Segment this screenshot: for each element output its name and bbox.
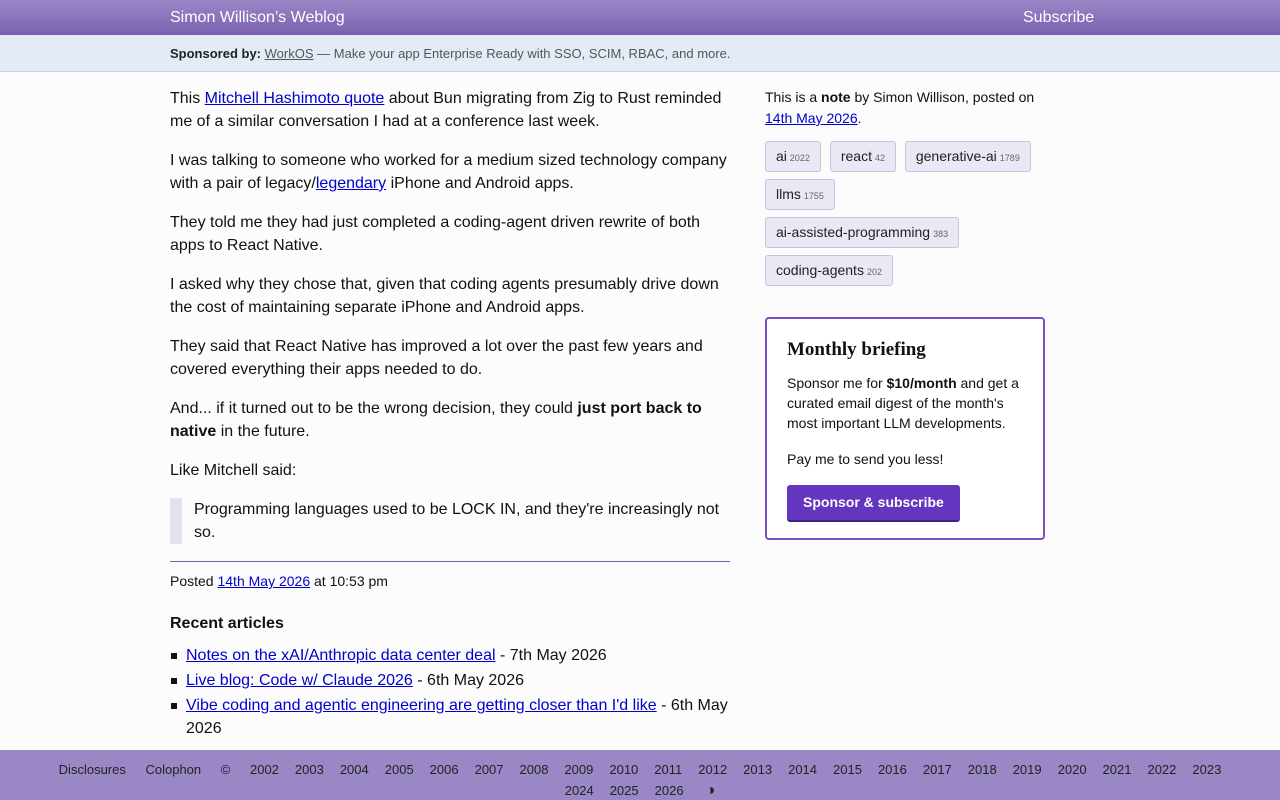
paragraph: This Mitchell Hashimoto quote about Bun migrating from Zig to Rust reminded me of a similar conversation I had at a conference last week. [170,90,722,130]
legendary-link[interactable]: legendary [315,175,387,192]
year-link[interactable]: 2015 [833,762,862,777]
list-item: Notes on the xAI/Anthropic data center deal - 7th May 2026 [186,644,730,667]
recent-article-link[interactable]: Vibe coding and agentic engineering are getting closer than I'd like [186,697,657,714]
article-body [170,87,730,742]
footer-links-row [0,762,1280,777]
quote-link[interactable]: Mitchell Hashimoto quote [204,90,385,107]
site-title-link[interactable]: Simon Willison’s Weblog [170,9,345,26]
year-link[interactable]: 2007 [474,762,504,777]
paragraph: And... if it turned out to be the wrong decision, they could just port back to native in the future. [170,400,702,440]
meta-date-link[interactable]: 14th May 2026 [765,110,858,126]
year-link[interactable]: 2016 [877,762,907,777]
paragraph: They said that React Native has improved a lot over the past few years and covered everything their apps needed to do. [170,338,703,378]
year-link[interactable]: 2012 [698,762,728,777]
year-link[interactable]: 2017 [922,762,952,777]
year-link[interactable]: 2019 [1012,762,1042,777]
paragraph: I asked why they chose that, given that coding agents presumably drive down the cost of maintaining separate iPhone and Android apps. [170,276,719,316]
sponsor-banner [0,35,1280,72]
tag-generative-ai[interactable]: generative-ai 1789 [905,141,1031,172]
copyright-symbol: © [220,762,231,777]
tag-ai[interactable]: ai 2022 [765,141,821,172]
site-header [0,0,1280,35]
tag-list [765,141,1045,293]
posted-line: Posted 14th May 2026 at 10:53 pm [170,573,388,589]
briefing-text: Sponsor me for $10/month and get a curated email digest of the month's most important LLM developments. [787,375,1019,431]
year-link[interactable]: 2002 [249,762,279,777]
paragraph: I was talking to someone who worked for a medium sized technology company with a pair of legacy/legendary iPhone and Android apps. [170,152,727,192]
year-link[interactable]: 2025 [609,783,639,798]
briefing-heading: Monthly briefing [787,339,926,360]
monthly-briefing-box [765,317,1045,540]
recent-articles-list [170,644,730,740]
sponsor-link[interactable]: WorkOS [264,46,314,61]
year-link[interactable]: 2006 [429,762,459,777]
year-link[interactable]: 2014 [788,762,818,777]
sponsor-text: — Make your app Enterprise Ready with SSO, SCIM, RBAC, and more. [317,46,731,61]
sidebar [765,87,1045,510]
paragraph: Like Mitchell said: [170,462,297,479]
year-link[interactable]: 2020 [1057,762,1087,777]
recent-article-link[interactable]: Notes on the xAI/Anthropic data center deal [186,647,496,664]
list-item: Vibe coding and agentic engineering are getting closer than I'd like - 6th May 2026 [186,694,730,740]
tag-react[interactable]: react 42 [830,141,896,172]
year-link[interactable]: 2013 [743,762,773,777]
year-link[interactable]: 2024 [564,783,594,798]
year-link[interactable]: 2008 [519,762,549,777]
tag-ai-assisted-programming[interactable]: ai-assisted-programming 383 [765,217,959,248]
theme-toggle-icon[interactable]: ◑ [705,782,716,799]
recent-article-link[interactable]: Live blog: Code w/ Claude 2026 [186,672,413,689]
divider [170,561,730,562]
paragraph: They told me they had just completed a coding-agent driven rewrite of both apps to React Native. [170,214,701,254]
recent-articles-heading: Recent articles [170,615,284,632]
site-footer [0,750,1280,800]
disclosures-link[interactable]: Disclosures [58,762,126,777]
year-link[interactable]: 2026 [654,783,684,798]
posted-date-link[interactable]: 14th May 2026 [217,573,311,589]
year-link[interactable]: 2004 [339,762,369,777]
year-link[interactable]: 2018 [967,762,997,777]
year-link[interactable]: 2005 [384,762,414,777]
year-link[interactable]: 2010 [609,762,639,777]
footer-years-row [0,782,1280,800]
year-link[interactable]: 2021 [1102,762,1132,777]
briefing-text-2: Pay me to send you less! [787,451,944,467]
year-link[interactable]: 2009 [564,762,594,777]
colophon-link[interactable]: Colophon [145,762,202,777]
tag-llms[interactable]: llms 1755 [765,179,835,210]
entry-meta: This is a note by Simon Willison, posted on 14th May 2026. [765,89,1035,126]
list-item: Live blog: Code w/ Claude 2026 - 6th May 2026 [186,669,730,692]
sponsor-label: Sponsored by: [170,46,262,61]
tag-coding-agents[interactable]: coding-agents 202 [765,255,893,286]
year-link[interactable]: 2022 [1147,762,1177,777]
year-link[interactable]: 2011 [654,762,683,777]
year-link[interactable]: 2023 [1192,762,1222,777]
quote-block: Programming languages used to be LOCK IN, and they're increasingly not so. [170,498,730,544]
subscribe-link[interactable]: Subscribe [1023,9,1095,26]
year-link[interactable]: 2003 [294,762,324,777]
sponsor-subscribe-button[interactable]: Sponsor & subscribe [787,485,960,522]
